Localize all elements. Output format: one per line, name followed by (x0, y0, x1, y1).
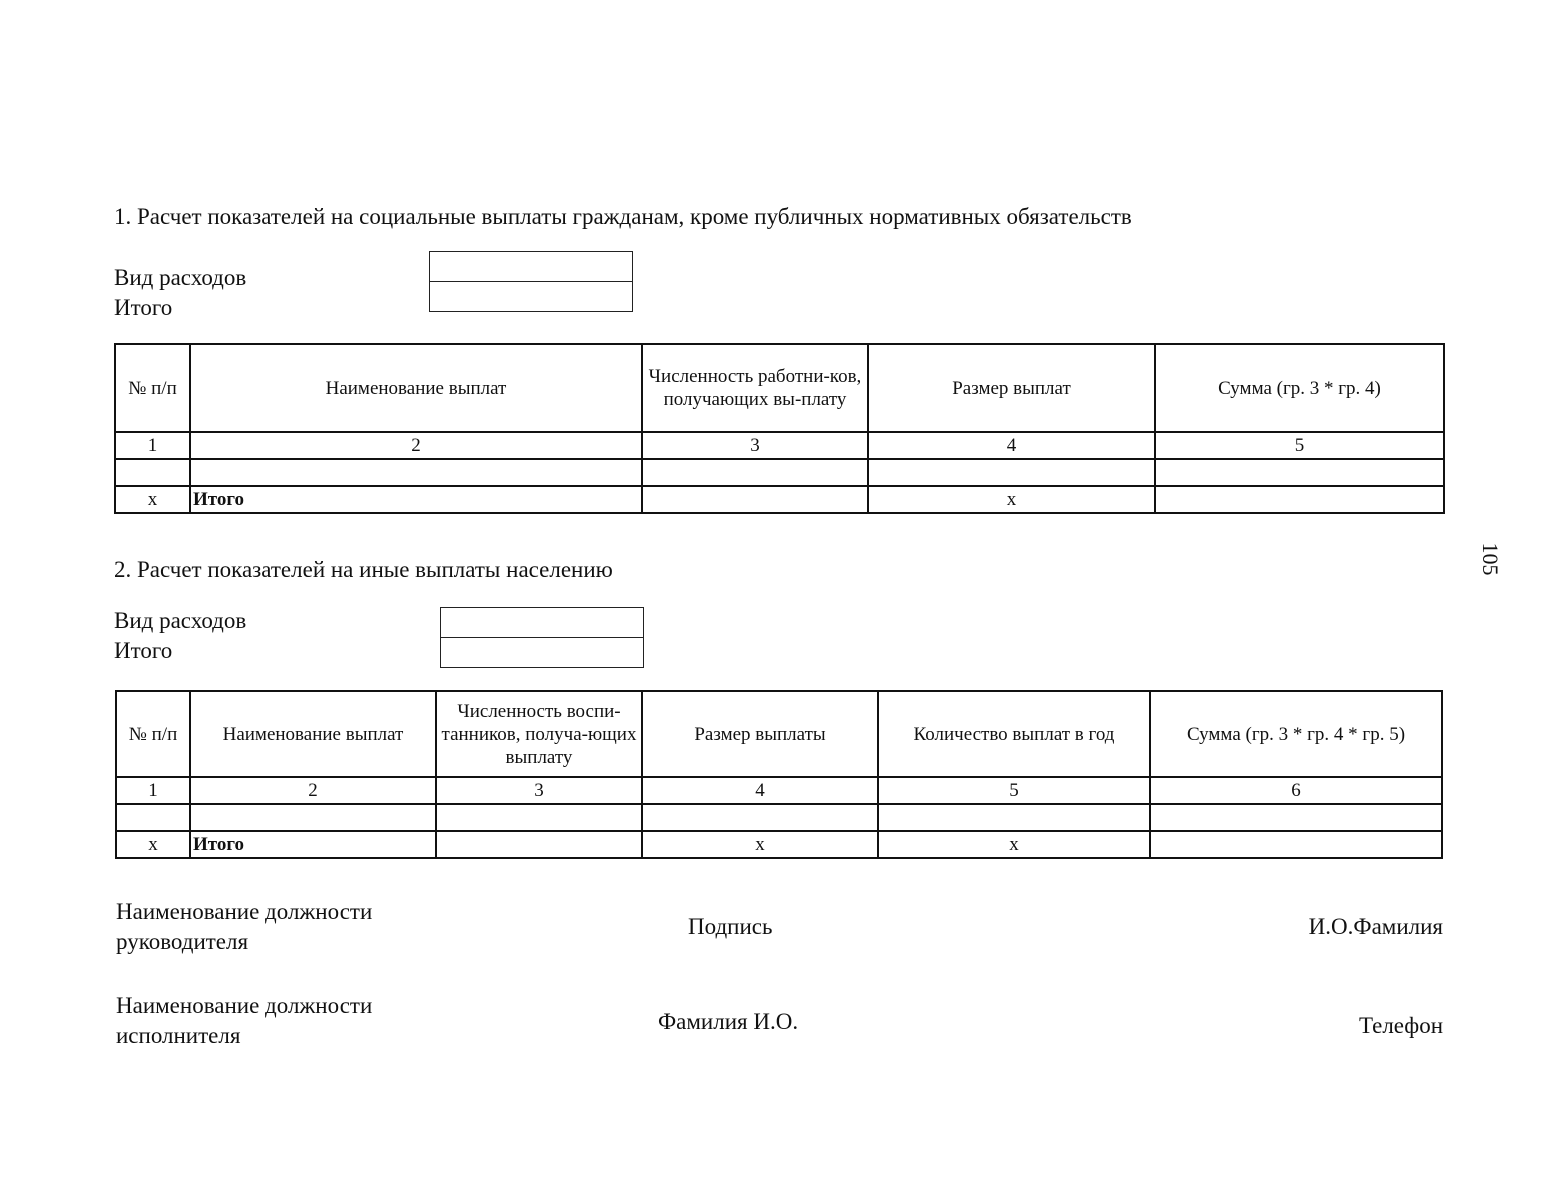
header-cell: Численность воспи-танников, получа-ющих выплату (436, 691, 642, 777)
number-cell: 5 (878, 777, 1150, 804)
header-cell: № п/п (115, 344, 190, 432)
table-total-row (115, 486, 1444, 513)
page-number: 105 (1478, 542, 1503, 576)
section2-total-label: Итого (114, 638, 173, 663)
header-cell: № п/п (116, 691, 190, 777)
number-cell: 2 (190, 777, 436, 804)
data-cell[interactable] (436, 804, 642, 831)
number-cell: 1 (115, 432, 190, 459)
data-cell[interactable] (868, 459, 1155, 486)
table-number-row (115, 432, 1444, 459)
header-cell: Количество выплат в год (878, 691, 1150, 777)
executor-position-line2: исполнителя (116, 1023, 241, 1048)
total-cell: x (115, 486, 190, 513)
number-cell: 3 (436, 777, 642, 804)
data-cell[interactable] (642, 459, 868, 486)
header-cell: Сумма (гр. 3 * гр. 4) (1155, 344, 1444, 432)
section2-title: 2. Расчет показателей на иные выплаты населению (114, 557, 613, 582)
number-cell: 1 (116, 777, 190, 804)
header-cell: Размер выплат (868, 344, 1155, 432)
total-cell[interactable] (1155, 486, 1444, 513)
head-name: И.О.Фамилия (1308, 914, 1443, 939)
data-cell[interactable] (190, 459, 642, 486)
total-cell: x (868, 486, 1155, 513)
total-label-cell: Итого (190, 486, 642, 513)
data-cell[interactable] (115, 459, 190, 486)
number-cell: 4 (642, 777, 878, 804)
total-cell[interactable] (642, 486, 868, 513)
section1-kind-label: Вид расходов (114, 265, 247, 290)
number-cell: 5 (1155, 432, 1444, 459)
header-cell: Размер выплаты (642, 691, 878, 777)
section2-total-box[interactable] (441, 637, 643, 667)
table-row (116, 804, 1442, 831)
table-header-row (115, 344, 1444, 432)
header-cell: Наименование выплат (190, 344, 642, 432)
section2-kind-label: Вид расходов (114, 608, 247, 633)
total-cell[interactable] (436, 831, 642, 858)
section1-table (114, 343, 1445, 514)
section1-code-boxes (429, 251, 633, 312)
table-header-row (116, 691, 1442, 777)
total-cell: x (116, 831, 190, 858)
number-cell: 6 (1150, 777, 1442, 804)
executor-position-line1: Наименование должности (116, 993, 373, 1018)
number-cell: 2 (190, 432, 642, 459)
executor-name: Фамилия И.О. (658, 1009, 799, 1034)
section1-kind-box[interactable] (430, 252, 632, 281)
total-cell: x (642, 831, 878, 858)
data-cell[interactable] (190, 804, 436, 831)
data-cell[interactable] (116, 804, 190, 831)
section1-total-box[interactable] (430, 281, 632, 311)
data-cell[interactable] (1150, 804, 1442, 831)
section2-code-boxes (440, 607, 644, 668)
total-cell: x (878, 831, 1150, 858)
section2-table (115, 690, 1443, 859)
number-cell: 3 (642, 432, 868, 459)
header-cell: Наименование выплат (190, 691, 436, 777)
total-label-cell: Итого (190, 831, 436, 858)
section1-total-label: Итого (114, 295, 173, 320)
table-total-row (116, 831, 1442, 858)
number-cell: 4 (868, 432, 1155, 459)
head-position-line1: Наименование должности (116, 899, 373, 924)
header-cell: Сумма (гр. 3 * гр. 4 * гр. 5) (1150, 691, 1442, 777)
table-number-row (116, 777, 1442, 804)
data-cell[interactable] (642, 804, 878, 831)
data-cell[interactable] (878, 804, 1150, 831)
head-position-line2: руководителя (116, 929, 249, 954)
data-cell[interactable] (1155, 459, 1444, 486)
section2-kind-box[interactable] (441, 608, 643, 637)
section1-title: 1. Расчет показателей на социальные выплаты гражданам, кроме публичных нормативных обязательств (114, 204, 1132, 229)
phone-label: Телефон (1358, 1013, 1443, 1038)
signature-label: Подпись (688, 914, 773, 939)
header-cell: Численность работни-ков, получающих вы-плату (642, 344, 868, 432)
total-cell[interactable] (1150, 831, 1442, 858)
table-row (115, 459, 1444, 486)
